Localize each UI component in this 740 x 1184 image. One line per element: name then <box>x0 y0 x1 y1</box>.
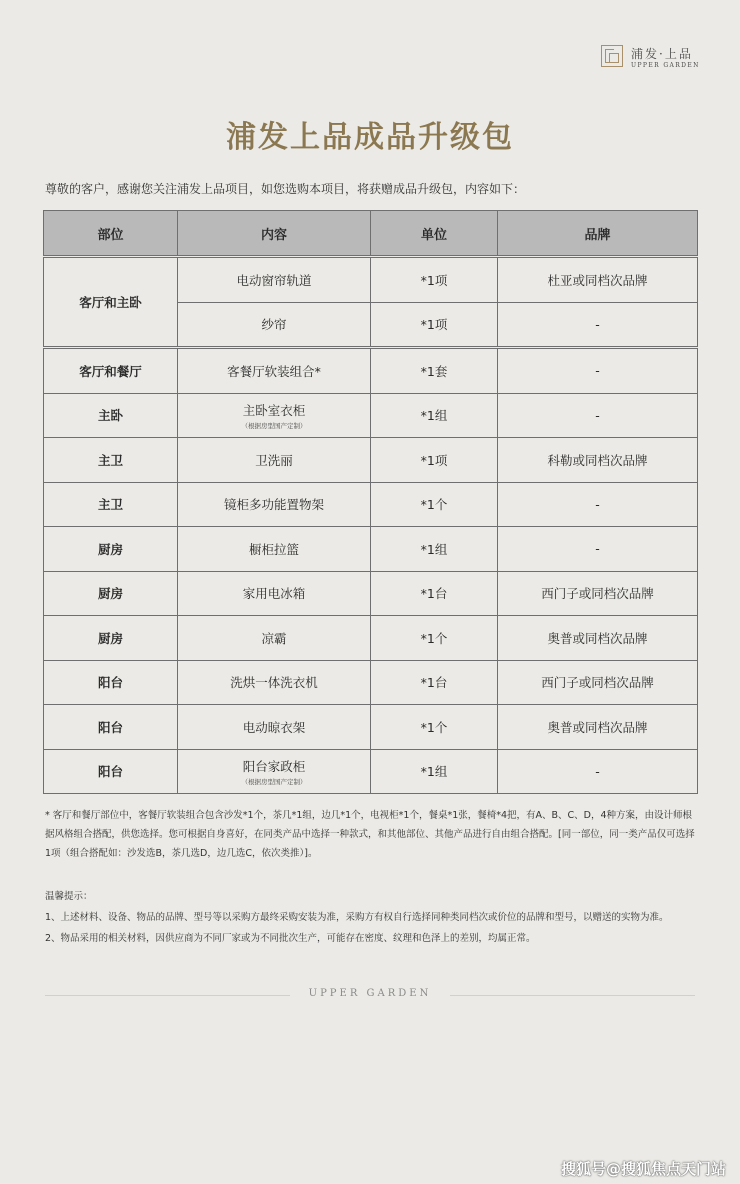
cell-brand: 奥普或同档次品牌 <box>498 705 698 750</box>
content-main: 主卧室衣柜 <box>242 402 306 418</box>
cell-position: 主卫 <box>44 438 178 483</box>
table-row <box>44 258 698 303</box>
cell-brand: - <box>498 302 698 347</box>
cell-position: 阳台 <box>44 705 178 750</box>
cell-unit: *1组 <box>371 527 498 572</box>
upgrade-package-table <box>43 210 698 794</box>
intro-text: 尊敬的客户，感谢您关注浦发上品项目，如您选购本项目，将获赠成品升级包，内容如下： <box>45 182 526 196</box>
cell-content <box>178 749 371 794</box>
cell-content: 电动窗帘轨道 <box>178 258 371 303</box>
brand-logo <box>601 45 701 73</box>
logo-cn-text: 浦发·上品 <box>631 47 693 61</box>
tips-list <box>45 907 705 949</box>
table-row <box>44 349 698 394</box>
cell-unit: *1个 <box>371 482 498 527</box>
cell-unit: *1组 <box>371 749 498 794</box>
cell-content: 凉霸 <box>178 616 371 661</box>
header-position: 部位 <box>44 211 178 256</box>
cell-position: 客厅和餐厅 <box>44 349 178 394</box>
cell-unit: *1项 <box>371 302 498 347</box>
table-row <box>44 705 698 750</box>
tip-item: 1、上述材料、设备、物品的品牌、型号等以采购方最终采购安装为准，采购方有权自行选择同种类同档次或价位的品牌和型号，以赠送的实物为准。 <box>45 912 669 923</box>
logo-mark-icon <box>601 45 623 67</box>
cell-position: 阳台 <box>44 660 178 705</box>
cell-position: 厨房 <box>44 616 178 661</box>
cell-brand: - <box>498 482 698 527</box>
content-main: 阳台家政柜 <box>242 758 306 774</box>
cell-content: 电动晾衣架 <box>178 705 371 750</box>
cell-content: 客餐厅软装组合* <box>178 349 371 394</box>
cell-unit: *1个 <box>371 705 498 750</box>
footer-brand: UPPER GARDEN <box>308 988 432 999</box>
cell-brand: 西门子或同档次品牌 <box>498 660 698 705</box>
cell-content: 卫洗丽 <box>178 438 371 483</box>
content-note: （根据房型国产定制） <box>241 421 307 430</box>
footnote-text: * 客厅和餐厅部位中，客餐厅软装组合包含沙发*1个，茶几*1组，边几*1个，电视柜*1个，餐桌*1张，餐椅*4把，有A、B、C、D，4种方案，由设计师根据风格组合搭配，供您选择。您可根据自身喜好，在同类产品中选择一种款式，和其他部位、其他产品进行自由组合搭配。[同一部位，同一类产品仅可选择1项（组合搭配如：沙发选B，茶几选D，边几选C，依次类推）]。 <box>45 810 695 859</box>
cell-brand: - <box>498 527 698 572</box>
table-row <box>44 393 698 438</box>
cell-position: 阳台 <box>44 749 178 794</box>
cell-brand: - <box>498 393 698 438</box>
cell-unit: *1个 <box>371 616 498 661</box>
cell-unit: *1项 <box>371 438 498 483</box>
table-row <box>44 438 698 483</box>
tip-item: 2、物品采用的相关材料，因供应商为不同厂家或为不同批次生产，可能存在密度、纹理和色泽上的差别，均属正常。 <box>45 933 536 944</box>
cell-brand: 科勒或同档次品牌 <box>498 438 698 483</box>
cell-brand: 奥普或同档次品牌 <box>498 616 698 661</box>
cell-content: 镜柜多功能置物架 <box>178 482 371 527</box>
table-row <box>44 482 698 527</box>
table-row <box>44 527 698 572</box>
table-row <box>44 571 698 616</box>
cell-brand: - <box>498 349 698 394</box>
cell-unit: *1组 <box>371 393 498 438</box>
cell-position: 客厅和主卧 <box>44 258 178 347</box>
cell-content: 橱柜拉篮 <box>178 527 371 572</box>
cell-position: 厨房 <box>44 527 178 572</box>
cell-brand: - <box>498 749 698 794</box>
watermark-text: 搜狐号@搜狐焦点天门站 <box>560 1160 726 1178</box>
cell-content: 洗烘一体洗衣机 <box>178 660 371 705</box>
content-note: （根据房型国产定制） <box>241 777 307 786</box>
cell-unit: *1台 <box>371 660 498 705</box>
table-header-row <box>44 211 698 256</box>
page-title: 浦发上品成品升级包 <box>226 120 514 155</box>
cell-content: 家用电冰箱 <box>178 571 371 616</box>
table-row <box>44 660 698 705</box>
cell-position: 主卫 <box>44 482 178 527</box>
tips-title: 温馨提示： <box>45 891 93 902</box>
table-row <box>44 616 698 661</box>
cell-position: 厨房 <box>44 571 178 616</box>
cell-content <box>178 393 371 438</box>
table-row <box>44 749 698 794</box>
cell-brand: 西门子或同档次品牌 <box>498 571 698 616</box>
cell-brand: 杜亚或同档次品牌 <box>498 258 698 303</box>
cell-position: 主卧 <box>44 393 178 438</box>
cell-unit: *1项 <box>371 258 498 303</box>
header-brand: 品牌 <box>498 211 698 256</box>
cell-unit: *1台 <box>371 571 498 616</box>
cell-unit: *1套 <box>371 349 498 394</box>
header-content: 内容 <box>178 211 371 256</box>
cell-content: 纱帘 <box>178 302 371 347</box>
header-unit: 单位 <box>371 211 498 256</box>
logo-en-text: UPPER GARDEN <box>631 62 700 69</box>
